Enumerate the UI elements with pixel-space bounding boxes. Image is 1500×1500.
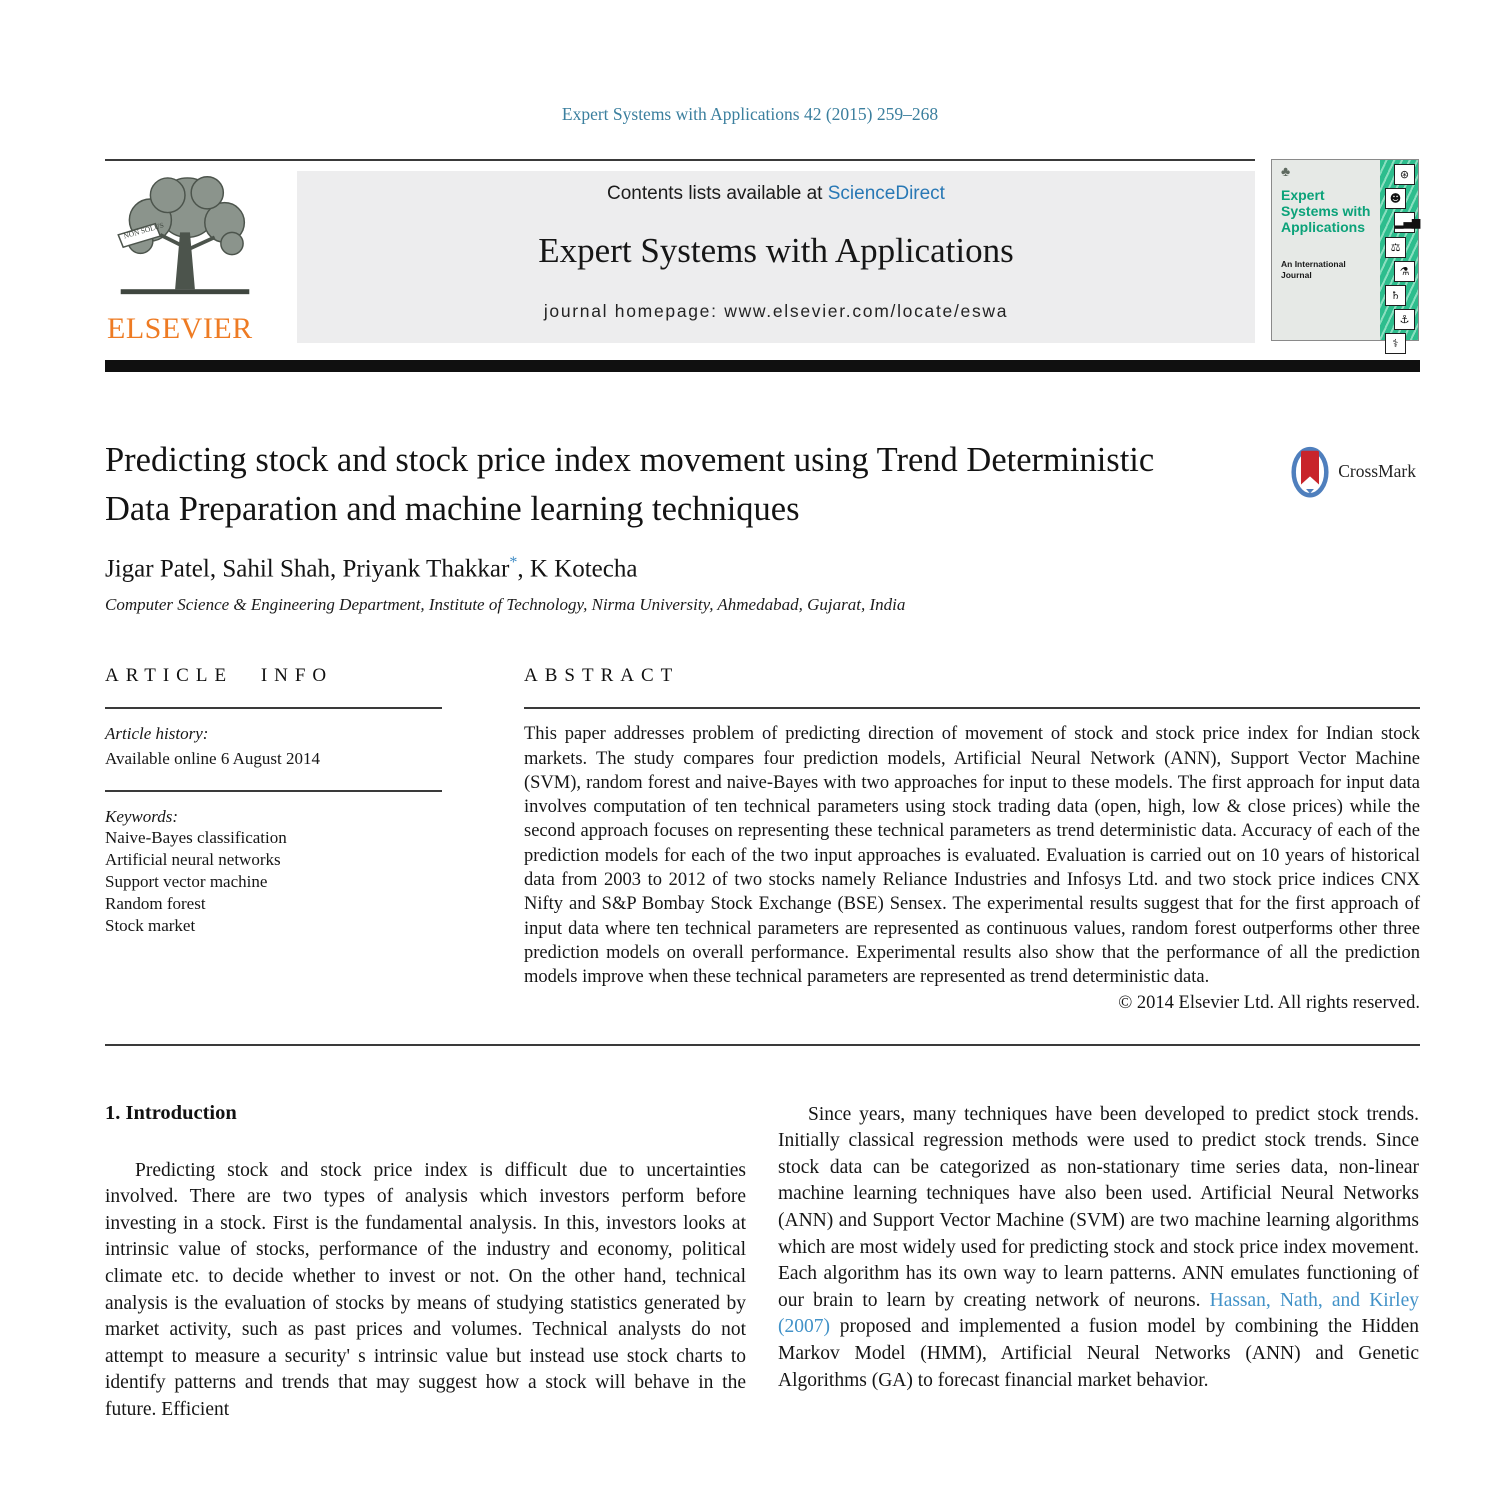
authors-text-tail: , K Kotecha [517, 555, 638, 583]
citation-link-hassan-2007[interactable]: Hassan, Nath, and Kirley (2007) [778, 1289, 1420, 1338]
crossmark-icon [1289, 444, 1331, 498]
wheel-icon: ⊛ [1394, 164, 1415, 185]
cover-icon-column [1389, 164, 1421, 354]
keyword-item: Stock market [105, 916, 196, 936]
elsevier-wordmark: ELSEVIER [107, 312, 253, 345]
copyright-line: © 2014 Elsevier Ltd. All rights reserved. [1118, 992, 1420, 1013]
affiliation-line: Computer Science & Engineering Department, Institute of Technology, Nirma University, Ahmedabad, Gujarat, India [105, 595, 906, 615]
elsevier-logo [105, 171, 297, 346]
profile-icon: ☻ [1385, 188, 1406, 209]
article-info-column [105, 665, 442, 1013]
elsevier-tree-icon [109, 173, 261, 309]
crossmark-label: CrossMark [1338, 460, 1416, 481]
article-history-label: Article history: [105, 724, 209, 744]
abstract-text: This paper addresses problem of predicting direction of movement of stock and stock price index for Indian stock markets. The study compares four prediction models, Artificial Neural Network (ANN), Support Vector Machine (SVM), random forest and naive-Bayes with two approaches for input to these models. The first approach for input data involves computation of ten technical parameters using stock trading data (open, high, low & close prices) while the second approach focuses on representing these technical parameters as trend deterministic data. Accuracy of each of the prediction models for each of the two input approaches is evaluated. Evaluation is carried out on 10 years of historical data from 2003 to 2012 of two stocks namely Reliance Industries and Infosys Ltd. and two stock price indices CNX Nifty and S&P Bombay Stock Exchange (BSE) Sensex. The experimental results suggest that for the first approach of input data where ten technical parameters are represented as continuous values, random forest outperforms other three prediction models on overall performance. Experimental results also show that the performance of all the prediction models improve when these technical parameters are represented as trend deterministic data. [524, 724, 1420, 988]
anchor-icon: ⚓ [1394, 309, 1415, 330]
caduceus-icon: ⚕ [1385, 333, 1406, 354]
article-info-rule-mid [105, 790, 442, 792]
elsevier-mini-tree-icon: ♣ [1281, 165, 1291, 180]
body-column-right [778, 1102, 1419, 1424]
scales-icon: ⚖ [1385, 237, 1406, 258]
abstract-column [524, 665, 1420, 1013]
article-info-heading: ARTICLE INFO [105, 665, 334, 687]
introduction-heading: 1. Introduction [105, 1101, 237, 1124]
bar-chart-icon: ▂▄▆ [1394, 212, 1415, 233]
microscope-icon: ⚗ [1394, 261, 1415, 282]
journal-citation-line: Expert Systems with Applications 42 (2015) 259–268 [561, 104, 939, 124]
cover-journal-subtitle: An International Journal [1281, 259, 1346, 281]
cover-journal-title: Expert Systems with Applications [1281, 187, 1371, 235]
abstract-rule [524, 707, 1420, 709]
available-online-line: Available online 6 August 2014 [105, 749, 320, 769]
contents-lists-text: Contents lists available at [607, 183, 828, 204]
keywords-label: Keywords: [105, 807, 179, 827]
header-banner [105, 159, 1255, 346]
keyword-item: Random forest [105, 894, 206, 914]
header-divider-bar [105, 360, 1420, 372]
intro-paragraph-left: Predicting stock and stock price index is difficult due to uncertainties involved. There are two types of analysis which investors perform before investing in a stock. First is the fundamental analysis. In this, investors looks at intrinsic value of stocks, performance of the industry and economy, political climate etc. to decide whether to invest or not. On the other hand, technical analysis is the evaluation of stocks by means of studying statistics generated by market activity, such as past prices and volumes. Technical analysts do not attempt to measure a security' s intrinsic value but instead use stock charts to identify patterns and trends that may suggest how a stock will behave in the future. Efficient [105, 1159, 746, 1420]
sciencedirect-link[interactable]: ScienceDirect [827, 183, 945, 204]
keyword-item: Support vector machine [105, 872, 268, 892]
journal-header [105, 159, 1421, 351]
contents-lists-line [607, 183, 945, 205]
journal-cover-thumbnail [1271, 159, 1421, 351]
keyword-item: Naive-Bayes classification [105, 828, 287, 848]
body-column-left [105, 1102, 746, 1424]
author-line [105, 554, 1420, 583]
intro-right-text-tail: proposed and implemented a fusion model by combining the Hidden Markov Model (HMM), Artificial Neural Networks (ANN) and Genetic Algorithms (GA) to forecast financial market behavior. [778, 1316, 1419, 1391]
article-title: Predicting stock and stock price index movement using Trend Deterministic Data Preparation and machine learning techniques [105, 441, 1155, 528]
abstract-heading: ABSTRACT [524, 665, 680, 687]
journal-title: Expert Systems with Applications [538, 231, 1014, 270]
intro-paragraph-right [778, 1102, 1419, 1395]
corresponding-author-mark[interactable]: * [509, 553, 518, 571]
journal-banner-box [297, 171, 1255, 343]
authors-text: Jigar Patel, Sahil Shah, Priyank Thakkar [105, 555, 510, 583]
intro-right-text: Since years, many techniques have been developed to predict stock trends. Initially classical regression methods were used to predict stock trends. Since stock data can be categorized as non-stationary time series data, non-linear machine learning techniques have also been used. Artificial Neural Networks (ANN) and Support Vector Machine (SVM) are two machine learning algorithms which are most widely used for predicting stock and stock price index movement. Each algorithm has its own way to learn patterns. ANN emulates functioning of our brain to learn by creating network of neurons. [778, 1103, 1419, 1311]
section-divider-rule [105, 1044, 1420, 1046]
crossmark-badge[interactable] [1289, 444, 1416, 498]
keyword-item: Artificial neural networks [105, 850, 281, 870]
planet-icon: ♄ [1385, 285, 1406, 306]
journal-homepage-link[interactable]: journal homepage: www.elsevier.com/locate/eswa [543, 301, 1009, 321]
article-info-rule-top [105, 707, 442, 709]
non-solus-banner: NON SOLUS [122, 220, 165, 241]
